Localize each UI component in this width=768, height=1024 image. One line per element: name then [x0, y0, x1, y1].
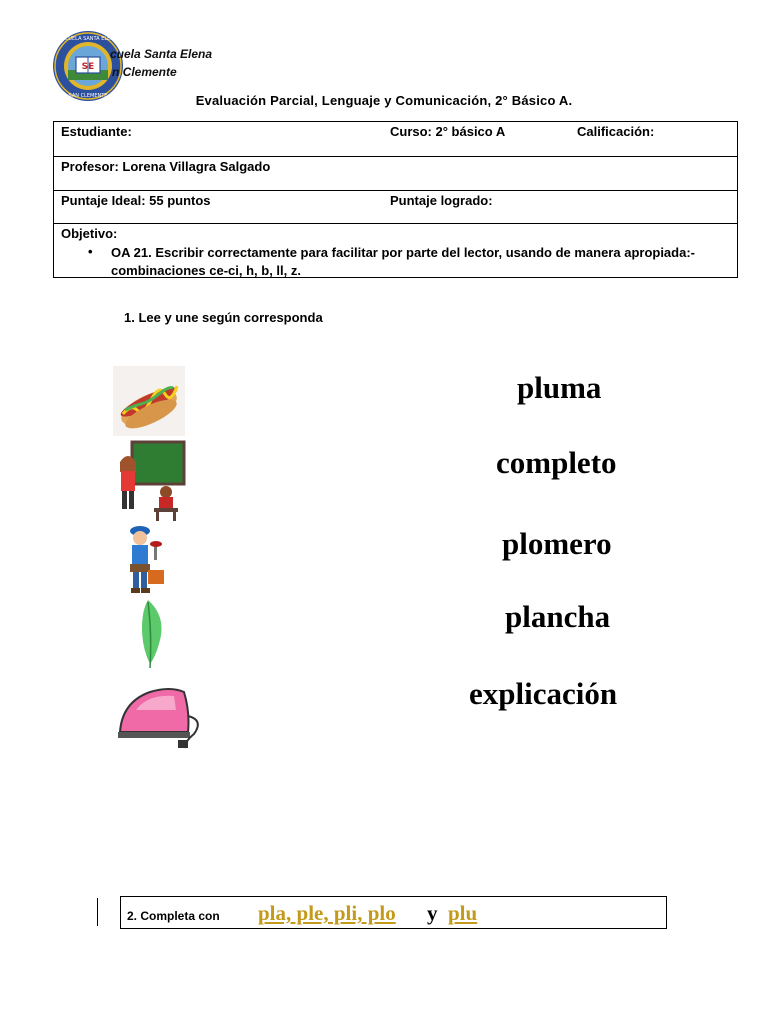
objective-label: Objetivo: — [61, 226, 118, 241]
section2-last-syllable: plu — [448, 901, 478, 925]
objective-bullet: • — [88, 244, 93, 259]
objective-text: OA 21. Escribir correctamente para facilitar por parte del lector, usando de manera apropiada:-combinaciones ce-ci, h, b, ll, z. — [111, 245, 695, 278]
info-row-objective — [54, 224, 737, 279]
teacher-picture — [116, 440, 186, 522]
info-table — [53, 121, 738, 278]
grade-field-label: Calificación: — [577, 124, 655, 139]
word-explicacion: explicación — [469, 676, 618, 711]
word-plomero: plomero — [502, 526, 612, 561]
section2-box — [120, 896, 667, 929]
student-field-label: Estudiante: — [61, 124, 132, 139]
section2-syllables: pla, ple, pli, plo — [258, 901, 396, 925]
word-plancha: plancha — [505, 599, 611, 634]
feather-picture — [136, 598, 170, 670]
achieved-score-label: Puntaje logrado: — [390, 193, 493, 208]
word-completo: completo — [496, 445, 617, 480]
page-title: Evaluación Parcial, Lenguaje y Comunicación, 2° Básico A. — [195, 93, 573, 108]
logo-letters: SE — [81, 62, 95, 72]
section2-connector: y — [427, 901, 438, 925]
iron-picture — [114, 676, 202, 750]
teacher-field: Profesor: Lorena Villagra Salgado — [61, 159, 271, 174]
plumber-picture — [120, 524, 172, 596]
logo-text-bottom: SAN CLEMENTE — [68, 93, 108, 99]
school-name-line2: n Clemente — [112, 65, 177, 79]
word-pluma: pluma — [517, 370, 602, 405]
course-field: Curso: 2° básico A — [390, 124, 506, 139]
hotdog-picture — [113, 366, 185, 436]
logo-text-top: ESCUELA SANTA ELENA — [58, 36, 118, 42]
info-row-teacher — [54, 157, 737, 191]
info-row-student — [54, 122, 737, 157]
margin-bar — [97, 898, 98, 926]
section1-instruction: 1. Lee y une según corresponda — [124, 310, 323, 325]
school-name-line1: cuela Santa Elena — [110, 47, 213, 61]
ideal-score-field: Puntaje Ideal: 55 puntos — [61, 193, 211, 208]
info-row-score — [54, 191, 737, 224]
section2-label: 2. Completa con — [127, 909, 220, 923]
